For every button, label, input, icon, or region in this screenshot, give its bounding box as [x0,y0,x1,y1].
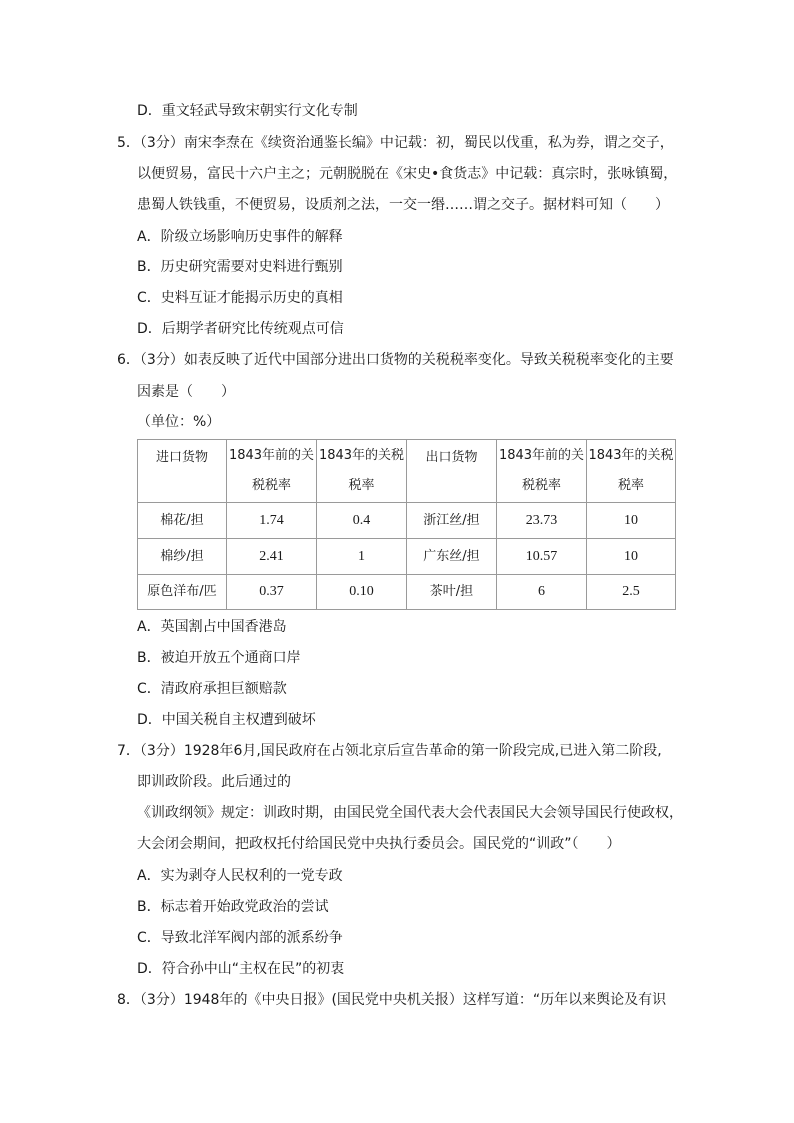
table-cell: 1 [317,539,407,575]
table-cell: 2.41 [227,539,317,575]
q6-option-b: B．被迫开放五个通商口岸 [137,650,301,666]
header-cell: 1843年的关税税率 [317,440,407,503]
q5-option-c: C．史料互证才能揭示历史的真相 [137,290,343,306]
q6-unit-label: （单位：%） [137,414,221,430]
table-header-row [138,440,676,503]
table-cell: 2.5 [587,575,676,610]
table-cell: 23.73 [497,503,587,539]
table-cell: 棉纱/担 [138,539,227,575]
table-cell: 10 [587,503,676,539]
q4-option-d: D．重文轻武导致宋朝实行文化专制 [137,103,358,119]
table-cell: 原色洋布/匹 [138,575,227,610]
table-row [138,575,676,610]
table-row [138,503,676,539]
header-cell: 出口货物 [407,440,497,503]
q7-stem-line-4: 大会闭会期间，把政权托付给国民党中央执行委员会。国民党的“训政”（ ） [137,836,621,852]
header-cell: 进口货物 [138,440,227,503]
table-cell: 0.4 [317,503,407,539]
table-cell: 6 [497,575,587,610]
q7-option-a: A．实为剥夺人民权利的一党专政 [137,868,343,884]
q6-stem-line-1: 6．（3分）如表反映了近代中国部分进出口货物的关税税率变化。导致关税税率变化的主要 [117,352,674,368]
q6-option-d: D．中国关税自主权遭到破坏 [137,712,316,728]
q5-stem-line-2: 以便贸易，富民十六户主之；元朝脱脱在《宋史•食货志》中记载：真宗时，张咏镇蜀， [137,166,678,182]
q7-stem-line-2: 即训政阶段。此后通过的 [137,774,291,790]
table-cell: 茶叶/担 [407,575,497,610]
table-cell: 10 [587,539,676,575]
q5-stem-line-3: 患蜀人铁钱重，不便贸易，设质剂之法，一交一缗……谓之交子。据材料可知（ ） [137,197,669,213]
q6-option-a: A．英国割占中国香港岛 [137,619,287,635]
q5-option-b: B．历史研究需要对史料进行甄别 [137,259,343,275]
q7-stem-line-3: 《训政纲领》规定：训政时期，由国民党全国代表大会代表国民大会领导国民行使政权， [137,805,683,821]
q6-stem-line-2: 因素是（ ） [137,384,235,400]
q5-stem-line-1: 5．（3分）南宋李焘在《续资治通鉴长编》中记载：初，蜀民以伐重，私为券，谓之交子， [117,135,674,151]
table-cell: 0.10 [317,575,407,610]
header-cell: 1843年的关税税率 [587,440,676,503]
q7-option-c: C．导致北洋军阀内部的派系纷争 [137,930,343,946]
tariff-table [137,439,676,610]
q7-stem-line-1: 7．（3分）1928年6月,国民政府在占领北京后宣告革命的第一阶段完成,已进入第二阶段, [117,743,662,759]
q8-stem-line-1: 8．（3分）1948年的《中央日报》(国民党中央机关报）这样写道：“历年以来舆论及有识 [117,992,667,1008]
header-cell: 1843年前的关税税率 [227,440,317,503]
q6-option-c: C．清政府承担巨额赔款 [137,681,287,697]
table-row [138,539,676,575]
table-cell: 0.37 [227,575,317,610]
q7-option-b: B．标志着开始政党政治的尝试 [137,899,329,915]
table-cell: 广东丝/担 [407,539,497,575]
q7-option-d: D．符合孙中山“主权在民”的初衷 [137,961,345,977]
table-cell: 10.57 [497,539,587,575]
table-cell: 浙江丝/担 [407,503,497,539]
table-cell: 棉花/担 [138,503,227,539]
q5-option-a: A．阶级立场影响历史事件的解释 [137,229,343,245]
header-cell: 1843年前的关税税率 [497,440,587,503]
table-cell: 1.74 [227,503,317,539]
q5-option-d: D．后期学者研究比传统观点可信 [137,321,344,337]
